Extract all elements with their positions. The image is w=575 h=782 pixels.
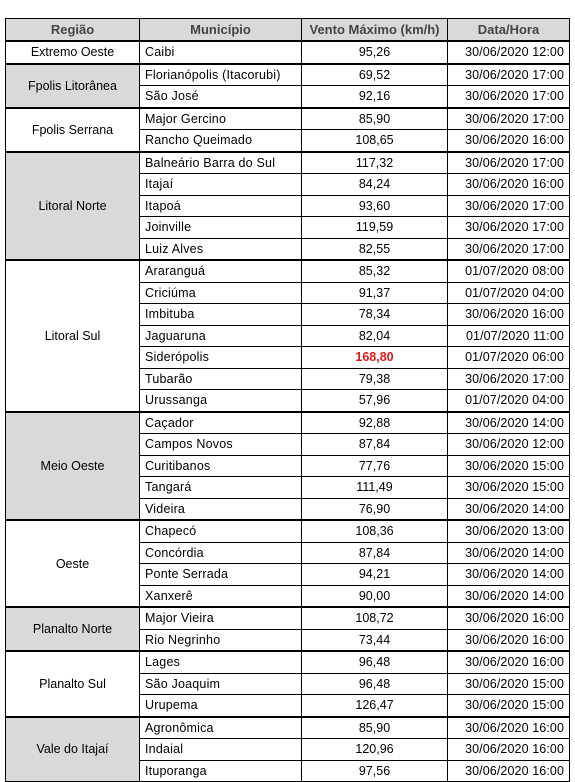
- wind-value-cell: 96,48: [302, 651, 448, 673]
- table-row: [6, 717, 570, 739]
- wind-value-cell: 90,00: [302, 585, 448, 607]
- datetime-cell: 30/06/2020 17:00: [448, 368, 570, 390]
- header-vento: Vento Máximo (km/h): [302, 19, 448, 42]
- table-header: [6, 19, 570, 42]
- municipio-cell: Major Vieira: [140, 607, 302, 629]
- datetime-cell: 30/06/2020 14:00: [448, 564, 570, 586]
- wind-value-cell: 94,21: [302, 564, 448, 586]
- datetime-cell: 30/06/2020 15:00: [448, 455, 570, 477]
- datetime-cell: 30/06/2020 17:00: [448, 86, 570, 108]
- wind-value-cell: 95,26: [302, 41, 448, 64]
- table-row: [6, 260, 570, 282]
- datetime-cell: 30/06/2020 17:00: [448, 64, 570, 86]
- datetime-cell: 01/07/2020 08:00: [448, 260, 570, 282]
- wind-value-cell: 82,04: [302, 325, 448, 347]
- table-row: [6, 108, 570, 130]
- municipio-cell: Campos Novos: [140, 434, 302, 456]
- municipio-cell: Luiz Alves: [140, 238, 302, 260]
- municipio-cell: Agronômica: [140, 717, 302, 739]
- datetime-cell: 30/06/2020 17:00: [448, 108, 570, 130]
- datetime-cell: 30/06/2020 14:00: [448, 585, 570, 607]
- region-cell: Meio Oeste: [6, 412, 140, 521]
- datetime-cell: 30/06/2020 17:00: [448, 217, 570, 239]
- municipio-cell: Itapoá: [140, 195, 302, 217]
- wind-value-cell: 87,84: [302, 434, 448, 456]
- wind-value-cell: 108,72: [302, 607, 448, 629]
- header-regiao: Região: [6, 19, 140, 42]
- datetime-cell: 30/06/2020 16:00: [448, 739, 570, 761]
- datetime-cell: 01/07/2020 04:00: [448, 282, 570, 304]
- datetime-cell: 01/07/2020 04:00: [448, 390, 570, 412]
- wind-value-cell: 76,90: [302, 498, 448, 520]
- datetime-cell: 30/06/2020 16:00: [448, 607, 570, 629]
- region-cell: Planalto Norte: [6, 607, 140, 651]
- wind-value-cell: 120,96: [302, 739, 448, 761]
- datetime-cell: 30/06/2020 14:00: [448, 412, 570, 434]
- municipio-cell: Ponte Serrada: [140, 564, 302, 586]
- table-row: [6, 64, 570, 86]
- table-row: [6, 607, 570, 629]
- region-cell: Fpolis Litorânea: [6, 64, 140, 108]
- municipio-cell: Videira: [140, 498, 302, 520]
- municipio-cell: Curitibanos: [140, 455, 302, 477]
- datetime-cell: 30/06/2020 16:00: [448, 629, 570, 651]
- wind-value-cell: 73,44: [302, 629, 448, 651]
- municipio-cell: Xanxerê: [140, 585, 302, 607]
- datetime-cell: 30/06/2020 15:00: [448, 673, 570, 695]
- municipio-cell: Florianópolis (Itacorubi): [140, 64, 302, 86]
- datetime-cell: 30/06/2020 16:00: [448, 760, 570, 782]
- wind-value-cell: 79,38: [302, 368, 448, 390]
- wind-value-cell: 87,84: [302, 542, 448, 564]
- municipio-cell: Jaguaruna: [140, 325, 302, 347]
- region-cell: Fpolis Serrana: [6, 108, 140, 152]
- wind-value-cell: 85,90: [302, 717, 448, 739]
- datetime-cell: 30/06/2020 16:00: [448, 651, 570, 673]
- municipio-cell: Caibi: [140, 41, 302, 64]
- region-cell: Litoral Norte: [6, 152, 140, 261]
- municipio-cell: São Joaquim: [140, 673, 302, 695]
- header-municipio: Município: [140, 19, 302, 42]
- max-wind-value: 168,80: [302, 347, 448, 369]
- wind-value-cell: 92,16: [302, 86, 448, 108]
- wind-value-cell: 57,96: [302, 390, 448, 412]
- municipio-cell: Rio Negrinho: [140, 629, 302, 651]
- wind-value-cell: 69,52: [302, 64, 448, 86]
- table-row: [6, 412, 570, 434]
- wind-value-cell: 93,60: [302, 195, 448, 217]
- header-data-hora: Data/Hora: [448, 19, 570, 42]
- wind-value-cell: 117,32: [302, 152, 448, 174]
- table-row: [6, 651, 570, 673]
- region-cell: Oeste: [6, 520, 140, 607]
- header-row: [6, 19, 570, 42]
- datetime-cell: 30/06/2020 16:00: [448, 130, 570, 152]
- datetime-cell: 01/07/2020 06:00: [448, 347, 570, 369]
- wind-value-cell: 77,76: [302, 455, 448, 477]
- municipio-cell: Balneário Barra do Sul: [140, 152, 302, 174]
- municipio-cell: Tubarão: [140, 368, 302, 390]
- datetime-cell: 30/06/2020 16:00: [448, 717, 570, 739]
- wind-value-cell: 91,37: [302, 282, 448, 304]
- datetime-cell: 30/06/2020 13:00: [448, 520, 570, 542]
- municipio-cell: Chapecó: [140, 520, 302, 542]
- datetime-cell: 30/06/2020 12:00: [448, 434, 570, 456]
- wind-value-cell: 108,36: [302, 520, 448, 542]
- wind-value-cell: 84,24: [302, 174, 448, 196]
- municipio-cell: Imbituba: [140, 304, 302, 326]
- wind-value-cell: 85,90: [302, 108, 448, 130]
- wind-table: [5, 18, 570, 782]
- datetime-cell: 30/06/2020 17:00: [448, 195, 570, 217]
- wind-value-cell: 92,88: [302, 412, 448, 434]
- municipio-cell: Criciúma: [140, 282, 302, 304]
- municipio-cell: Urupema: [140, 695, 302, 717]
- table-row: [6, 152, 570, 174]
- municipio-cell: Major Gercino: [140, 108, 302, 130]
- region-cell: Litoral Sul: [6, 260, 140, 412]
- table-row: [6, 41, 570, 64]
- municipio-cell: São José: [140, 86, 302, 108]
- datetime-cell: 30/06/2020 15:00: [448, 695, 570, 717]
- municipio-cell: Araranguá: [140, 260, 302, 282]
- datetime-cell: 30/06/2020 15:00: [448, 477, 570, 499]
- datetime-cell: 30/06/2020 16:00: [448, 304, 570, 326]
- region-cell: Vale do Itajaí: [6, 717, 140, 782]
- table-body: [6, 41, 570, 782]
- wind-value-cell: 78,34: [302, 304, 448, 326]
- municipio-cell: Rancho Queimado: [140, 130, 302, 152]
- region-cell: Planalto Sul: [6, 651, 140, 717]
- datetime-cell: 01/07/2020 11:00: [448, 325, 570, 347]
- wind-value-cell: 108,65: [302, 130, 448, 152]
- municipio-cell: Lages: [140, 651, 302, 673]
- municipio-cell: Joinville: [140, 217, 302, 239]
- wind-value-cell: 119,59: [302, 217, 448, 239]
- wind-value-cell: 82,55: [302, 238, 448, 260]
- wind-value-cell: 97,56: [302, 760, 448, 782]
- datetime-cell: 30/06/2020 17:00: [448, 152, 570, 174]
- municipio-cell: Siderópolis: [140, 347, 302, 369]
- datetime-cell: 30/06/2020 14:00: [448, 498, 570, 520]
- region-cell: Extremo Oeste: [6, 41, 140, 64]
- municipio-cell: Itajaí: [140, 174, 302, 196]
- municipio-cell: Indaial: [140, 739, 302, 761]
- datetime-cell: 30/06/2020 14:00: [448, 542, 570, 564]
- datetime-cell: 30/06/2020 16:00: [448, 174, 570, 196]
- datetime-cell: 30/06/2020 12:00: [448, 41, 570, 64]
- wind-value-cell: 126,47: [302, 695, 448, 717]
- municipio-cell: Concórdia: [140, 542, 302, 564]
- municipio-cell: Caçador: [140, 412, 302, 434]
- datetime-cell: 30/06/2020 17:00: [448, 238, 570, 260]
- wind-value-cell: 85,32: [302, 260, 448, 282]
- municipio-cell: Tangará: [140, 477, 302, 499]
- municipio-cell: Urussanga: [140, 390, 302, 412]
- municipio-cell: Ituporanga: [140, 760, 302, 782]
- table-row: [6, 520, 570, 542]
- wind-value-cell: 111,49: [302, 477, 448, 499]
- wind-value-cell: 96,48: [302, 673, 448, 695]
